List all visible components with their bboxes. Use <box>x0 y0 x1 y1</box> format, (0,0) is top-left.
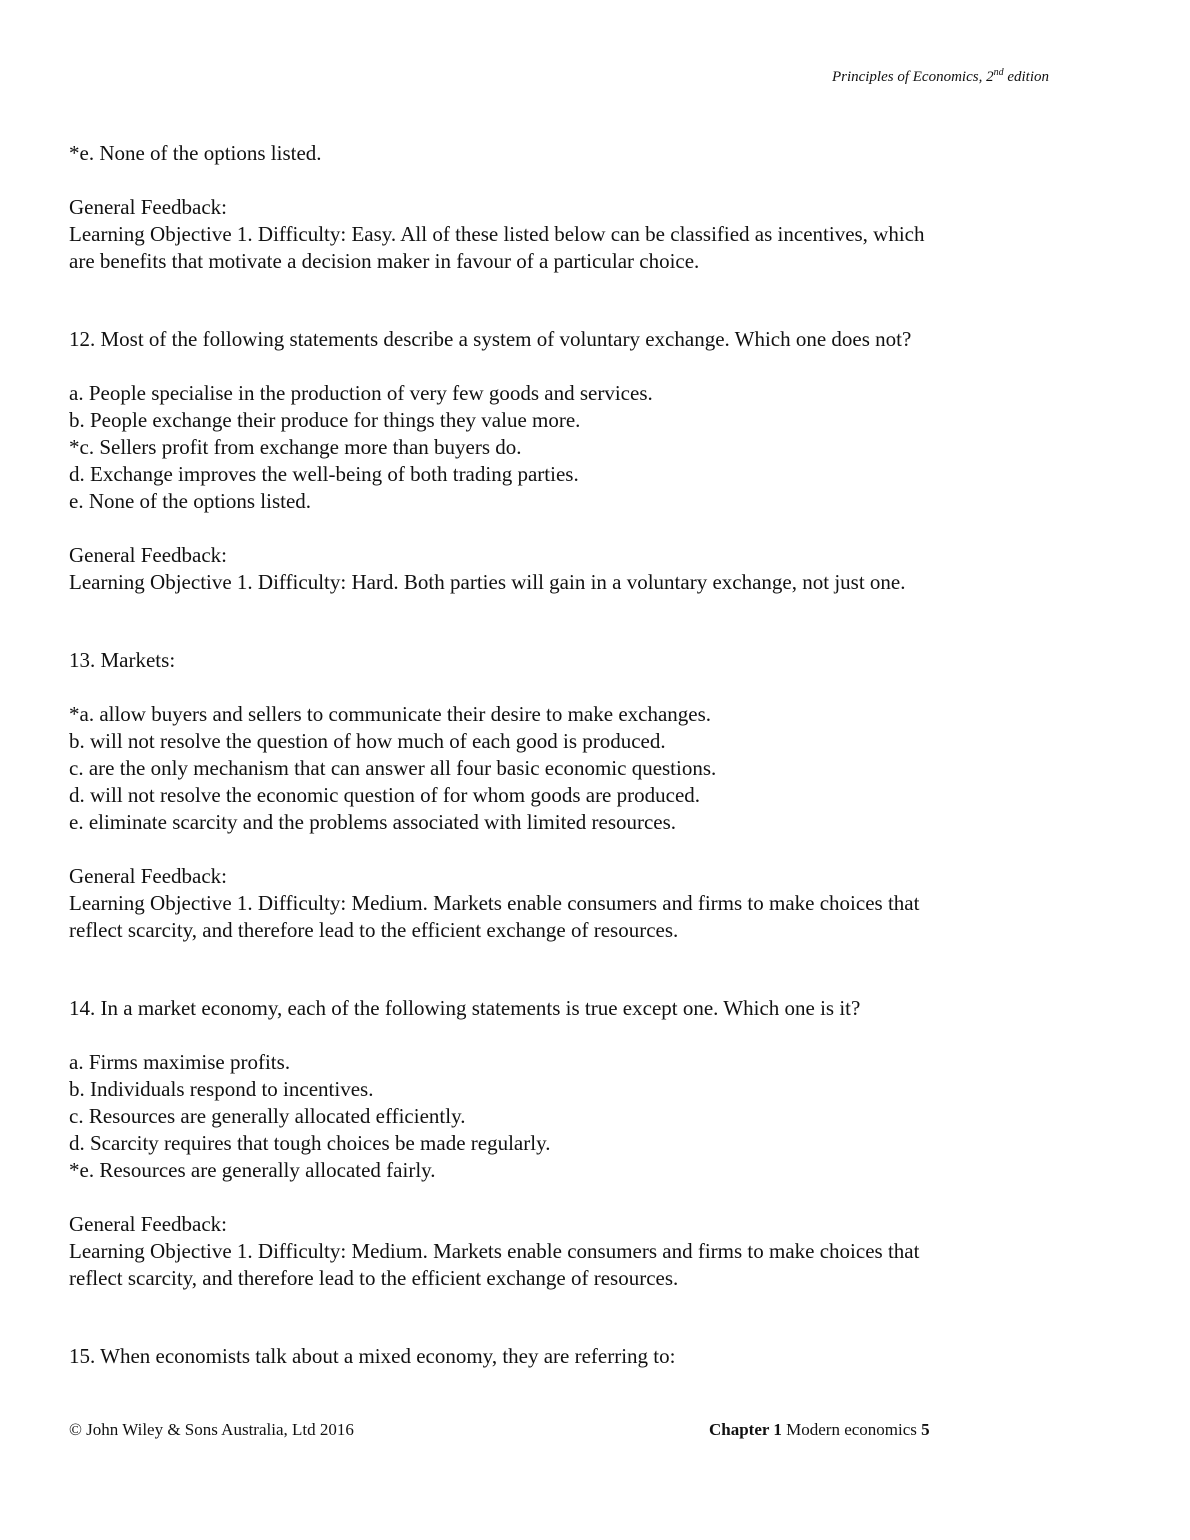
header-suffix: edition <box>1003 69 1049 85</box>
feedback-text: reflect scarcity, and therefore lead to the efficient exchange of resources. <box>69 918 679 942</box>
page-number: 5 <box>921 1420 930 1439</box>
question-13: 13. Markets: <box>69 648 176 672</box>
feedback-text: Learning Objective 1. Difficulty: Easy. All of these listed below can be classified as incentives, which <box>69 222 925 246</box>
answer-option: d. Exchange improves the well-being of both trading parties. <box>69 462 579 486</box>
feedback-label: General Feedback: <box>69 543 228 567</box>
feedback-label: General Feedback: <box>69 195 228 219</box>
answer-option: d. Scarcity requires that tough choices be made regularly. <box>69 1131 551 1155</box>
answer-option: d. will not resolve the economic question of for whom goods are produced. <box>69 783 701 807</box>
running-header <box>832 69 1049 86</box>
chapter-label: Chapter 1 <box>709 1420 782 1439</box>
answer-option: a. Firms maximise profits. <box>69 1050 291 1074</box>
answer-option: e. None of the options listed. <box>69 489 312 513</box>
answer-option: e. eliminate scarcity and the problems associated with limited resources. <box>69 810 677 834</box>
chapter-title: Modern economics <box>781 1420 922 1439</box>
header-superscript: nd <box>993 67 1004 78</box>
answer-option: *e. None of the options listed. <box>69 141 322 165</box>
copyright-notice: © John Wiley & Sons Australia, Ltd 2016 <box>69 1420 354 1439</box>
answer-option: *c. Sellers profit from exchange more than buyers do. <box>69 435 522 459</box>
answer-option: b. Individuals respond to incentives. <box>69 1077 374 1101</box>
answer-option: c. Resources are generally allocated efficiently. <box>69 1104 466 1128</box>
header-title: Principles of Economics, 2 <box>831 69 994 85</box>
answer-option: *e. Resources are generally allocated fairly. <box>69 1158 436 1182</box>
question-14: 14. In a market economy, each of the following statements is true except one. Which one is it? <box>69 996 861 1020</box>
feedback-label: General Feedback: <box>69 1212 228 1236</box>
feedback-label: General Feedback: <box>69 864 228 888</box>
feedback-text: Learning Objective 1. Difficulty: Medium. Markets enable consumers and firms to make choices that <box>69 1239 920 1263</box>
feedback-text: reflect scarcity, and therefore lead to the efficient exchange of resources. <box>69 1266 679 1290</box>
page-content <box>69 140 1049 1370</box>
chapter-footer <box>709 1420 930 1440</box>
answer-option: c. are the only mechanism that can answer all four basic economic questions. <box>69 756 717 780</box>
answer-option: b. People exchange their produce for things they value more. <box>69 408 581 432</box>
feedback-text: are benefits that motivate a decision maker in favour of a particular choice. <box>69 249 700 273</box>
question-12: 12. Most of the following statements describe a system of voluntary exchange. Which one does not? <box>69 327 912 351</box>
question-15: 15. When economists talk about a mixed economy, they are referring to: <box>69 1344 676 1368</box>
answer-option: a. People specialise in the production of very few goods and services. <box>69 381 653 405</box>
feedback-text: Learning Objective 1. Difficulty: Hard. Both parties will gain in a voluntary exchange, not just one. <box>69 570 906 594</box>
feedback-text: Learning Objective 1. Difficulty: Medium. Markets enable consumers and firms to make choices that <box>69 891 920 915</box>
answer-option: b. will not resolve the question of how much of each good is produced. <box>69 729 666 753</box>
answer-option: *a. allow buyers and sellers to communicate their desire to make exchanges. <box>69 702 712 726</box>
